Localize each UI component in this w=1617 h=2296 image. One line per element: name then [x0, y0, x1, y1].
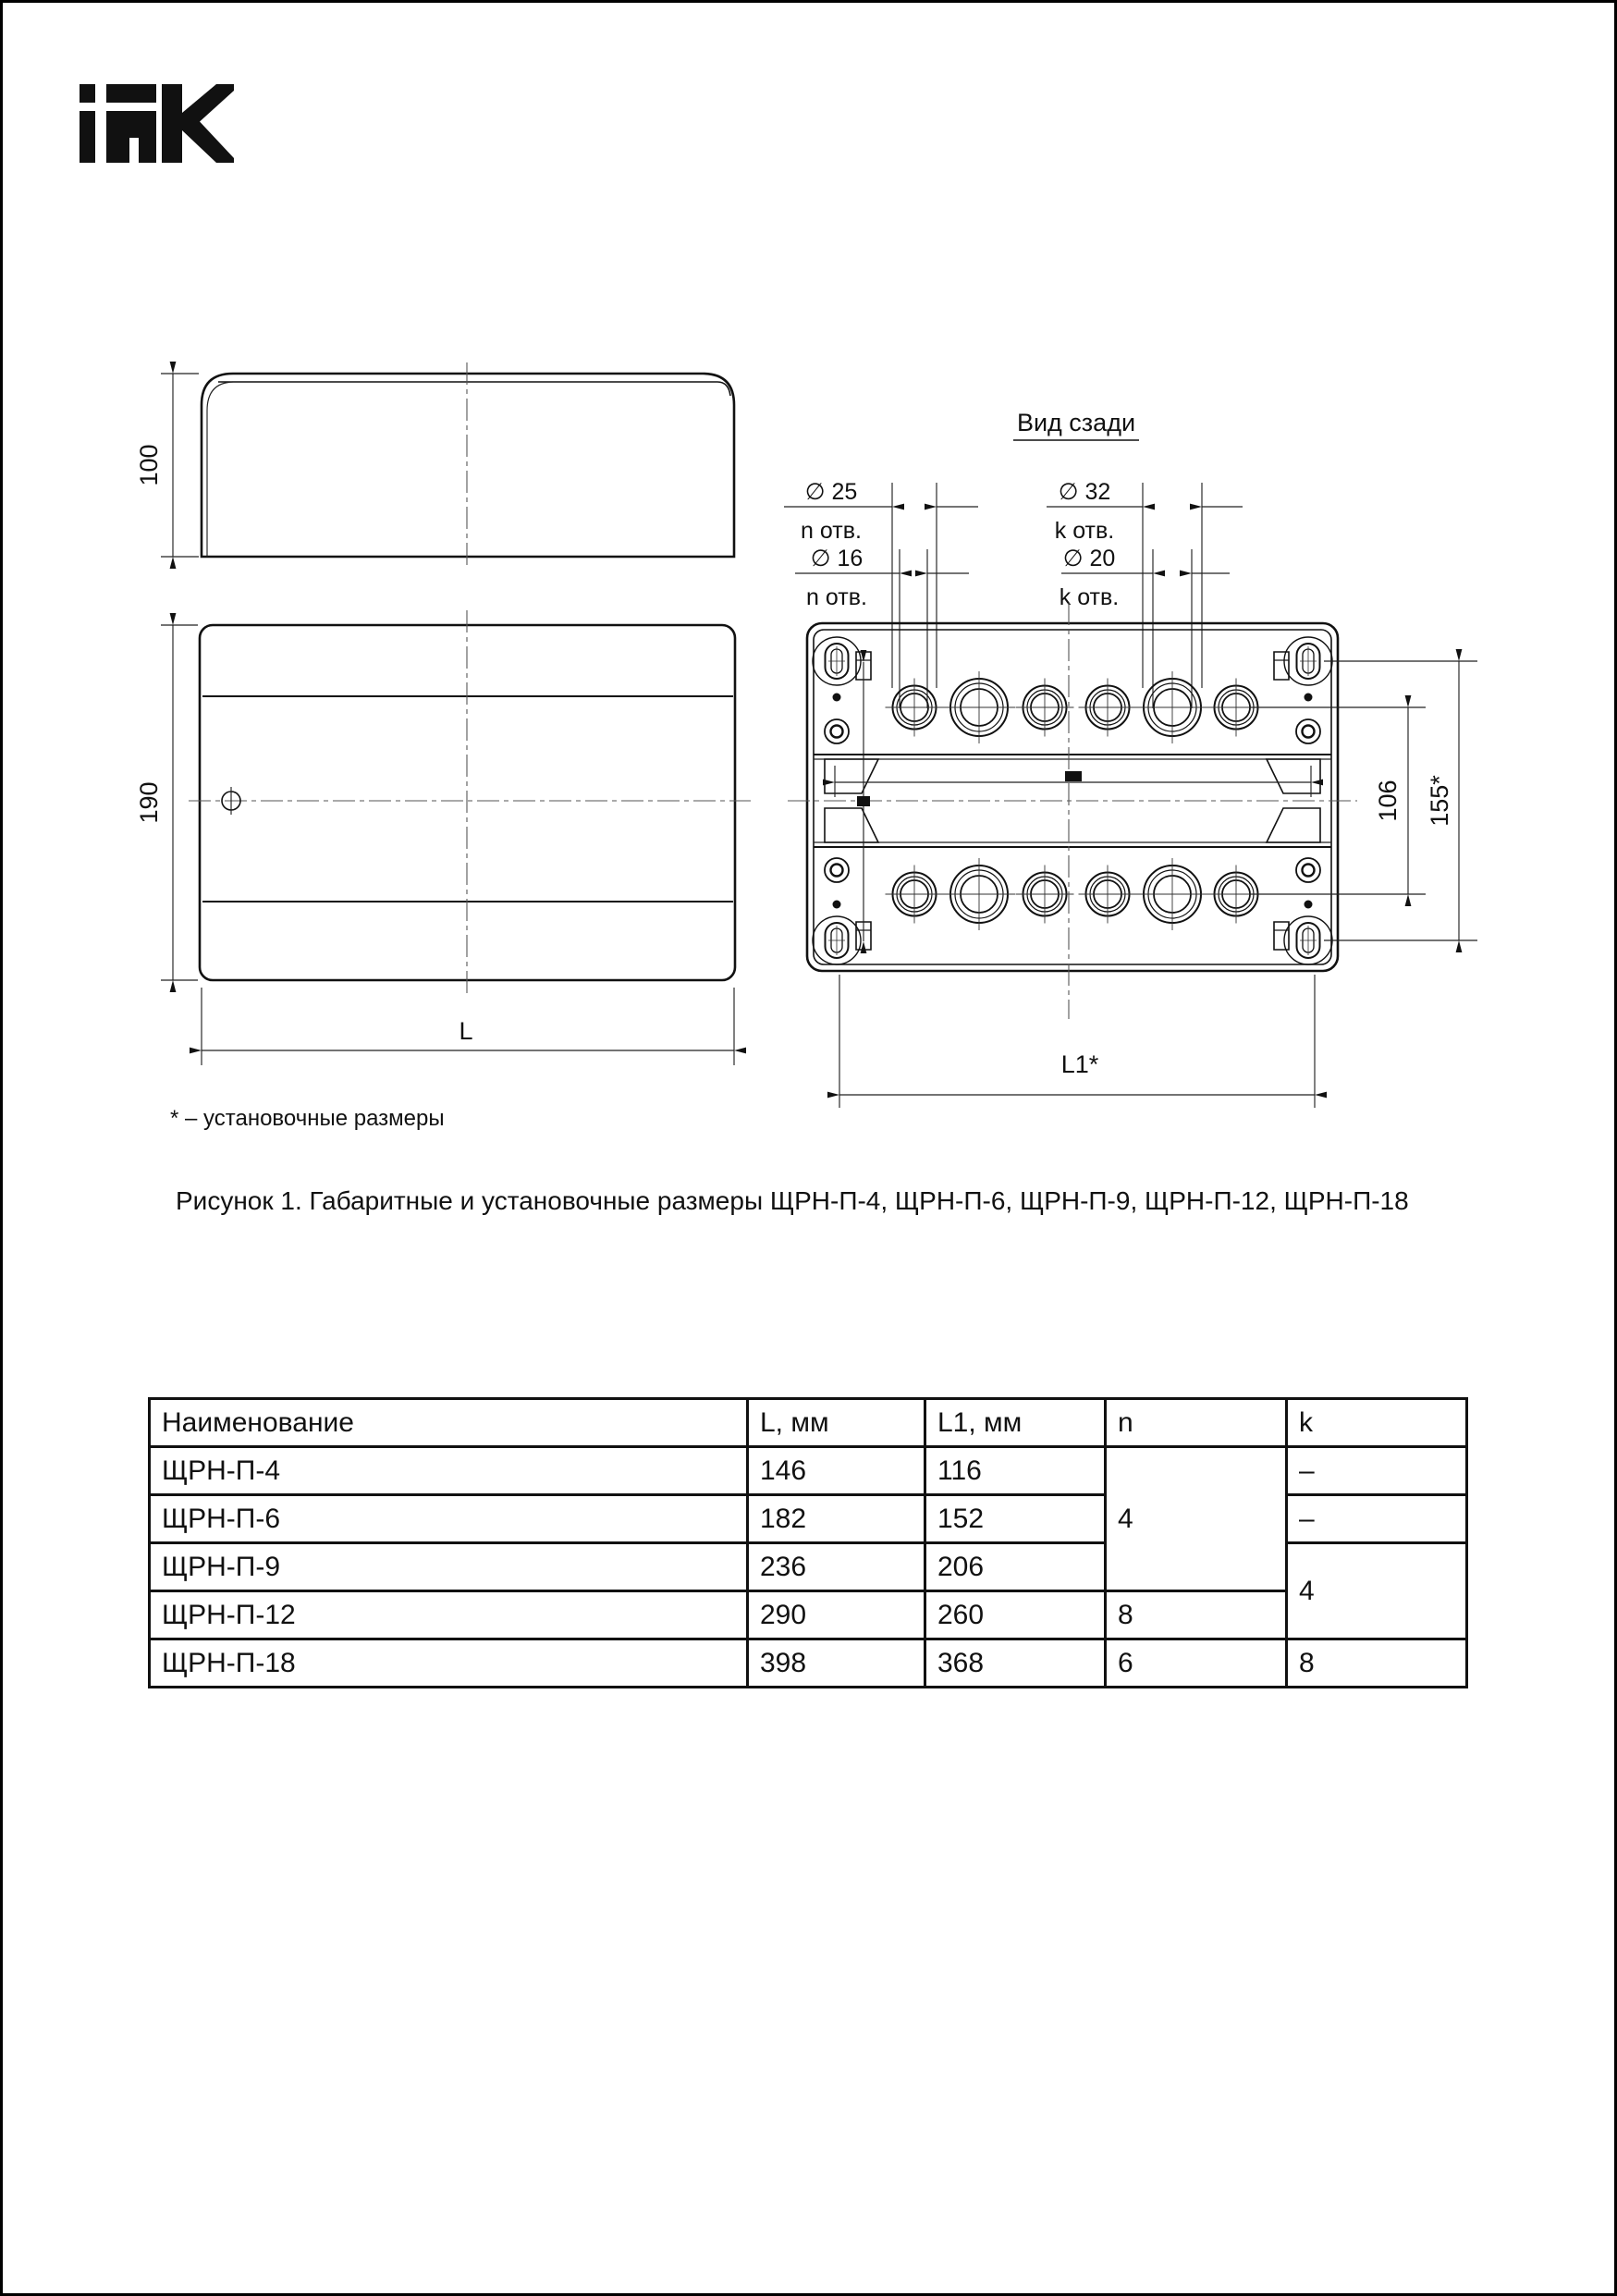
cell-n: 8	[1106, 1591, 1287, 1639]
dim-L1	[839, 975, 1315, 1108]
d20-count-label: k отв.	[1059, 584, 1120, 610]
dim-label-106: 106	[1374, 780, 1402, 822]
cell-l: 290	[748, 1591, 925, 1639]
cell-l: 146	[748, 1447, 925, 1495]
front-view	[135, 610, 751, 1065]
dim-label-L1: L1*	[1060, 1050, 1099, 1078]
cell-l1: 116	[925, 1447, 1106, 1495]
cell-k: 8	[1287, 1639, 1467, 1688]
cell-l: 236	[748, 1543, 925, 1591]
cell-name: ЩРН-П-4	[150, 1447, 748, 1495]
d32-label: ∅ 32	[1058, 479, 1111, 505]
cell-name: ЩРН-П-6	[150, 1495, 748, 1543]
cell-k: –	[1287, 1447, 1467, 1495]
dim-label-190: 190	[135, 781, 163, 824]
table-header-row	[150, 1399, 1467, 1447]
dim-label-100: 100	[135, 444, 163, 486]
dim-label-L: L	[459, 1017, 473, 1045]
cell-l1: 260	[925, 1591, 1106, 1639]
dim-label-155: 155*	[1426, 775, 1453, 827]
col-header-name: Наименование	[150, 1399, 748, 1447]
illegible-dim-text	[1065, 771, 1082, 781]
figure-caption: Рисунок 1. Габаритные и установочные размеры ЩРН-П-4, ЩРН-П-6, ЩРН-П-9, ЩРН-П-12, ЩРН-П-18	[176, 1186, 1409, 1215]
col-header-n: n	[1106, 1399, 1287, 1447]
cell-name: ЩРН-П-18	[150, 1639, 748, 1688]
dim-internal-vertical	[857, 662, 870, 941]
d16-label: ∅ 16	[810, 546, 864, 571]
side-view	[135, 362, 734, 570]
rear-view-title: Вид сзади	[1016, 409, 1136, 436]
table-row	[150, 1591, 1467, 1639]
table-row	[150, 1639, 1467, 1688]
dim-side-height	[135, 374, 199, 557]
dimensions-table	[148, 1397, 1468, 1688]
d16-count-label: n отв.	[806, 584, 867, 610]
dim-front-width	[202, 988, 734, 1065]
cell-k: 4	[1287, 1543, 1467, 1639]
d25-count-label: n отв.	[801, 518, 862, 544]
rear-view	[784, 409, 1477, 1108]
col-header-l1: L1, мм	[925, 1399, 1106, 1447]
d32-count-label: k отв.	[1054, 518, 1115, 544]
callout-d20	[1060, 546, 1230, 708]
footnote: * – установочные размеры	[170, 1106, 445, 1131]
cell-l1: 368	[925, 1639, 1106, 1688]
cell-name: ЩРН-П-12	[150, 1591, 748, 1639]
d20-label: ∅ 20	[1062, 546, 1116, 571]
cell-l: 398	[748, 1639, 925, 1688]
callout-d32	[1047, 479, 1243, 688]
d25-label: ∅ 25	[804, 479, 858, 505]
cell-l1: 206	[925, 1543, 1106, 1591]
cell-n: 6	[1106, 1639, 1287, 1688]
dim-front-height	[135, 625, 198, 980]
table-row	[150, 1447, 1467, 1495]
cell-l1: 152	[925, 1495, 1106, 1543]
illegible-dim-text	[857, 796, 870, 806]
col-header-k: k	[1287, 1399, 1467, 1447]
cell-name: ЩРН-П-9	[150, 1543, 748, 1591]
cell-n: 4	[1106, 1447, 1287, 1591]
dim-internal-horizontal	[835, 766, 1311, 797]
col-header-l: L, мм	[748, 1399, 925, 1447]
callout-d16	[795, 546, 969, 708]
cell-l: 182	[748, 1495, 925, 1543]
cell-k: –	[1287, 1495, 1467, 1543]
